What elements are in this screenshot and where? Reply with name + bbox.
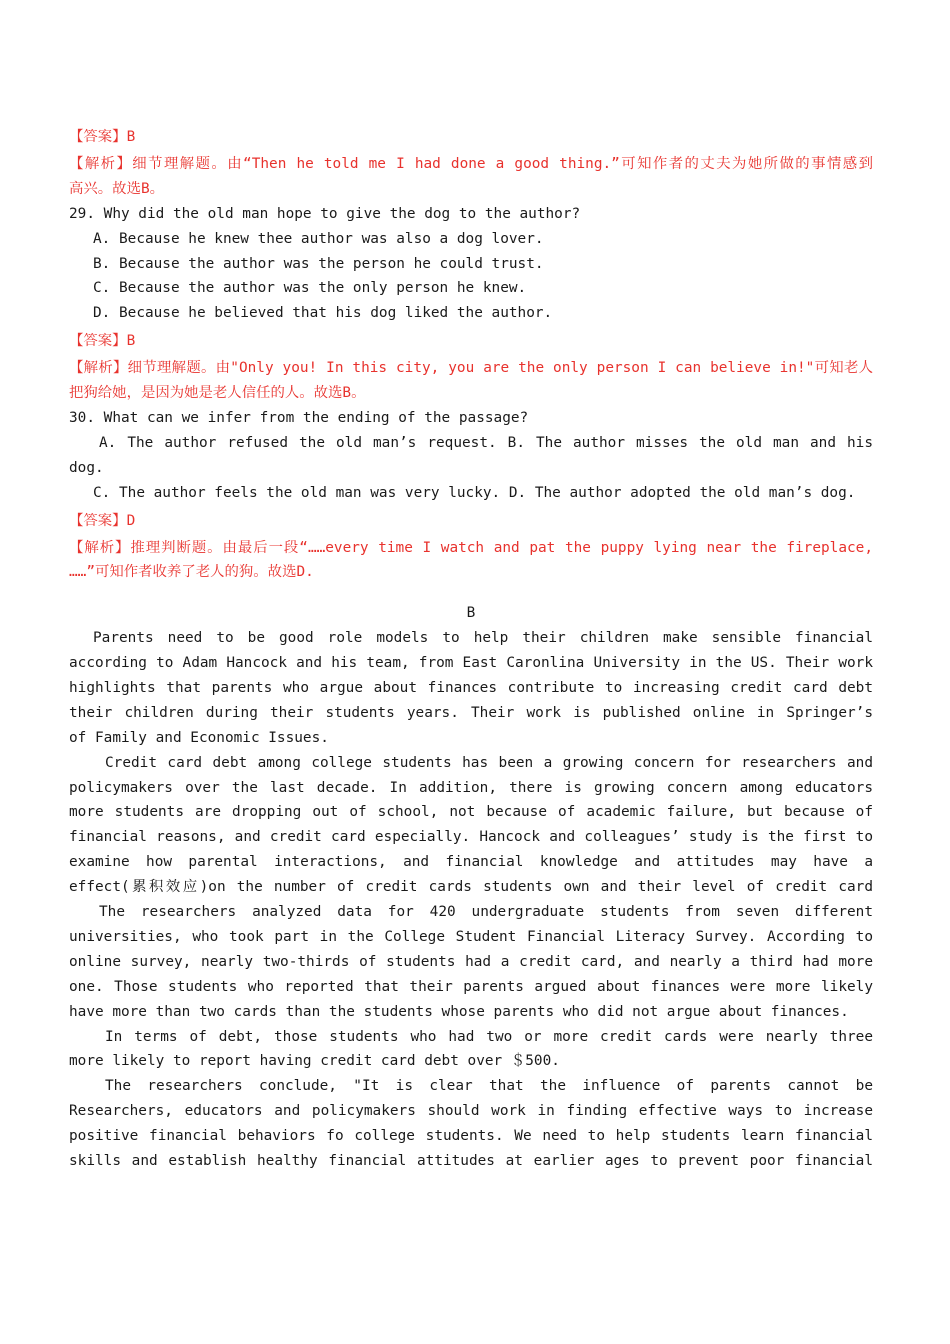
q28-analysis-line-2: 高兴。故选B。 bbox=[69, 180, 165, 197]
q29-option-d: D. Because he believed that his dog liked the author. bbox=[93, 305, 553, 322]
q30-options-line-3: C. The author feels the old man was very lucky. D. The author adopted the old man’s dog. bbox=[93, 484, 856, 501]
passage-line: according to Adam Hancock and his team, from East Caronlina University in the US. Their work bbox=[69, 655, 873, 672]
document-page bbox=[69, 122, 873, 1174]
passage-line: skills and establish healthy financial attitudes at earlier ages to prevent poor financial bbox=[69, 1152, 873, 1169]
q29-stem: 29. Why did the old man hope to give the dog to the author? bbox=[69, 205, 581, 222]
passage-line: financial reasons, and credit card especially. Hancock and colleagues’ study is the first to bbox=[69, 829, 873, 846]
q29-analysis-line-1: 【解析】细节理解题。由"Only you! In this city, you are the only person I can believe in!"可知老人 bbox=[69, 360, 873, 377]
q29-option-b: B. Because the author was the person he could trust. bbox=[93, 255, 544, 272]
passage-line: Credit card debt among college students has been a growing concern for researchers and bbox=[105, 754, 873, 771]
passage-line: The researchers analyzed data for 420 undergraduate students from seven different bbox=[99, 904, 873, 921]
passage-line: universities, who took part in the College Student Financial Literacy Survey. According to bbox=[69, 928, 873, 945]
passage-line: of Family and Economic Issues. bbox=[69, 729, 329, 746]
q30-analysis-line-1: 【解析】推理判断题。由最后一段“……every time I watch and pat the puppy lying near the fireplace, bbox=[69, 539, 873, 556]
passage-line: have more than two cards than the students whose parents who did not argue about finances. bbox=[69, 1003, 849, 1020]
passage-line: more students are dropping out of school, not because of academic failure, but because of bbox=[69, 804, 873, 821]
passage-line: highlights that parents who argue about finances contribute to increasing credit card debt bbox=[69, 680, 873, 697]
q30-analysis-line-2: ……”可知作者收养了老人的狗。故选D. bbox=[69, 564, 314, 581]
passage-line: In terms of debt, those students who had two or more credit cards were nearly three bbox=[105, 1028, 873, 1045]
q29-option-c: C. Because the author was the only person he knew. bbox=[93, 280, 527, 297]
q30-options-line-2: dog. bbox=[69, 459, 104, 476]
q29-answer: 【答案】B bbox=[69, 333, 136, 350]
passage-line: Parents need to be good role models to help their children make sensible financial bbox=[93, 630, 873, 647]
q28-analysis-line-1: 【解析】细节理解题。由“Then he told me I had done a good thing.”可知作者的丈夫为她所做的事情感到 bbox=[69, 156, 873, 172]
passage-line: The researchers conclude, "It is clear that the influence of parents cannot be bbox=[105, 1078, 873, 1095]
q30-options-line-1: A. The author refused the old man’s request. B. The author misses the old man and his bbox=[99, 434, 873, 451]
passage-line: more likely to report having credit card debt over ＄500. bbox=[69, 1053, 560, 1070]
q30-stem: 30. What can we infer from the ending of the passage? bbox=[69, 410, 529, 427]
q28-answer: 【答案】B bbox=[69, 129, 136, 145]
passage-line: examine how parental interactions, and financial knowledge and attitudes may have a bbox=[69, 854, 873, 871]
passage-line: their children during their students years. Their work is published online in Springer’s bbox=[69, 704, 873, 721]
passage-line: effect(累积效应)on the number of credit cards students own and their level of credit card bbox=[69, 879, 873, 896]
q29-analysis-line-2: 把狗给她，是因为她是老人信任的人。故选B。 bbox=[69, 385, 366, 402]
q30-answer: 【答案】D bbox=[69, 512, 136, 529]
passage-line: Researchers, educators and policymakers should work in finding effective ways to increase bbox=[69, 1103, 873, 1120]
passage-line: online survey, nearly two-thirds of students had a credit card, and nearly a third had more bbox=[69, 953, 873, 970]
passage-line: one. Those students who reported that their parents argued about finances were more likely bbox=[69, 978, 873, 995]
passage-heading: B bbox=[466, 605, 476, 622]
q29-option-a: A. Because he knew thee author was also a dog lover. bbox=[93, 230, 544, 247]
passage-line: policymakers over the last decade. In addition, there is growing concern among educators bbox=[69, 779, 873, 796]
passage-line: positive financial behaviors fo college students. We need to help students learn financial bbox=[69, 1128, 873, 1145]
